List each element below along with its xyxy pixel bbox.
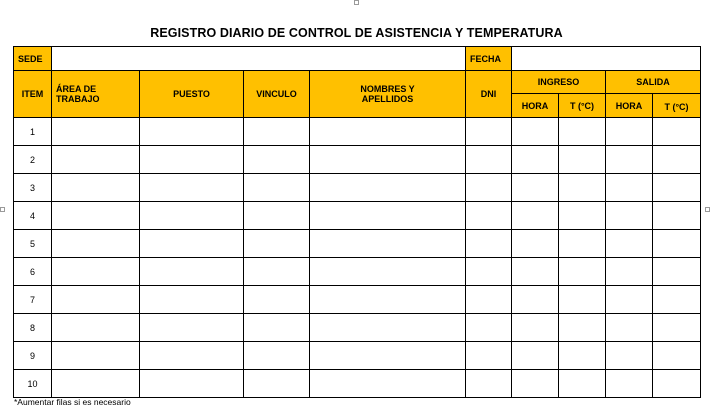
vinculo-header: VINCULO — [244, 71, 310, 118]
row-number: 2 — [14, 146, 52, 174]
salida-temp-cell[interactable] — [653, 314, 701, 342]
ingreso-temp-cell[interactable] — [559, 230, 606, 258]
salida-temp-cell[interactable] — [653, 146, 701, 174]
salida-hora-cell[interactable] — [606, 286, 653, 314]
attendance-table — [13, 46, 701, 398]
ingreso-hora-cell[interactable] — [512, 286, 559, 314]
nombres-cell[interactable] — [310, 258, 466, 286]
resize-handle-left[interactable] — [0, 207, 5, 212]
sede-label: SEDE — [14, 47, 52, 71]
ingreso-hora-cell[interactable] — [512, 314, 559, 342]
nombres-cell[interactable] — [310, 174, 466, 202]
nombres-cell[interactable] — [310, 286, 466, 314]
salida-temp-cell[interactable] — [653, 174, 701, 202]
area-cell[interactable] — [52, 118, 140, 146]
document-title: REGISTRO DIARIO DE CONTROL DE ASISTENCIA Y TEMPERATURA — [150, 26, 563, 40]
ingreso-temp-cell[interactable] — [559, 174, 606, 202]
vinculo-cell[interactable] — [244, 146, 310, 174]
puesto-cell[interactable] — [140, 314, 244, 342]
table-row — [14, 370, 701, 398]
salida-hora-cell[interactable] — [606, 230, 653, 258]
puesto-cell[interactable] — [140, 370, 244, 398]
salida-temp-cell[interactable] — [653, 202, 701, 230]
salida-hora-header: HORA — [606, 94, 653, 118]
salida-hora-cell[interactable] — [606, 370, 653, 398]
salida-temp-cell[interactable] — [653, 118, 701, 146]
nombres-cell[interactable] — [310, 342, 466, 370]
puesto-header: PUESTO — [140, 71, 244, 118]
area-cell[interactable] — [52, 314, 140, 342]
ingreso-hora-cell[interactable] — [512, 118, 559, 146]
table-row — [14, 342, 701, 370]
ingreso-temp-cell[interactable] — [559, 146, 606, 174]
area-cell[interactable] — [52, 174, 140, 202]
vinculo-cell[interactable] — [244, 370, 310, 398]
salida-hora-cell[interactable] — [606, 146, 653, 174]
ingreso-hora-cell[interactable] — [512, 370, 559, 398]
vinculo-cell[interactable] — [244, 230, 310, 258]
footnote: *Aumentar filas si es necesario — [14, 397, 131, 407]
area-cell[interactable] — [52, 230, 140, 258]
salida-temp-cell[interactable] — [653, 286, 701, 314]
dni-cell[interactable] — [466, 370, 512, 398]
table-row — [14, 314, 701, 342]
row-number: 1 — [14, 118, 52, 146]
dni-cell[interactable] — [466, 230, 512, 258]
dni-cell[interactable] — [466, 314, 512, 342]
area-cell[interactable] — [52, 342, 140, 370]
puesto-cell[interactable] — [140, 174, 244, 202]
area-header: ÁREA DE TRABAJO — [52, 71, 140, 118]
ingreso-temp-header: T (°C) — [559, 94, 606, 118]
row-number: 8 — [14, 314, 52, 342]
vinculo-cell[interactable] — [244, 314, 310, 342]
table-row — [14, 118, 701, 146]
puesto-cell[interactable] — [140, 286, 244, 314]
row-number: 3 — [14, 174, 52, 202]
ingreso-temp-cell[interactable] — [559, 342, 606, 370]
dni-cell[interactable] — [466, 118, 512, 146]
ingreso-temp-cell[interactable] — [559, 258, 606, 286]
area-cell[interactable] — [52, 286, 140, 314]
salida-hora-cell[interactable] — [606, 342, 653, 370]
ingreso-temp-cell[interactable] — [559, 370, 606, 398]
row-number: 10 — [14, 370, 52, 398]
ingreso-hora-cell[interactable] — [512, 342, 559, 370]
salida-temp-cell[interactable] — [653, 258, 701, 286]
salida-header: SALIDA — [606, 71, 701, 94]
table-row — [14, 202, 701, 230]
area-cell[interactable] — [52, 370, 140, 398]
vinculo-cell[interactable] — [244, 286, 310, 314]
row-number: 5 — [14, 230, 52, 258]
row-number: 7 — [14, 286, 52, 314]
dni-cell[interactable] — [466, 174, 512, 202]
salida-hora-cell[interactable] — [606, 314, 653, 342]
salida-temp-cell[interactable] — [653, 230, 701, 258]
row-number: 6 — [14, 258, 52, 286]
puesto-cell[interactable] — [140, 118, 244, 146]
table-row — [14, 286, 701, 314]
sede-field[interactable] — [52, 47, 466, 71]
puesto-cell[interactable] — [140, 202, 244, 230]
area-cell[interactable] — [52, 258, 140, 286]
area-cell[interactable] — [52, 146, 140, 174]
vinculo-cell[interactable] — [244, 118, 310, 146]
ingreso-temp-cell[interactable] — [559, 202, 606, 230]
salida-temp-header: T (°C) — [653, 94, 701, 118]
dni-cell[interactable] — [466, 342, 512, 370]
fecha-label: FECHA — [466, 47, 512, 71]
resize-handle-right[interactable] — [705, 207, 710, 212]
item-header: ITEM — [14, 71, 52, 118]
puesto-cell[interactable] — [140, 342, 244, 370]
fecha-field[interactable] — [512, 47, 701, 71]
vinculo-cell[interactable] — [244, 202, 310, 230]
dni-cell[interactable] — [466, 286, 512, 314]
ingreso-hora-header: HORA — [512, 94, 559, 118]
nombres-cell[interactable] — [310, 146, 466, 174]
nombres-cell[interactable] — [310, 202, 466, 230]
salida-hora-cell[interactable] — [606, 118, 653, 146]
table-row — [14, 258, 701, 286]
ingreso-header: INGRESO — [512, 71, 606, 94]
ingreso-temp-cell[interactable] — [559, 286, 606, 314]
area-cell[interactable] — [52, 202, 140, 230]
table-row — [14, 146, 701, 174]
nombres-cell[interactable] — [310, 118, 466, 146]
salida-hora-cell[interactable] — [606, 202, 653, 230]
table-row — [14, 174, 701, 202]
ingreso-hora-cell[interactable] — [512, 146, 559, 174]
dni-cell[interactable] — [466, 202, 512, 230]
nombres-cell[interactable] — [310, 314, 466, 342]
puesto-cell[interactable] — [140, 230, 244, 258]
ingreso-temp-cell[interactable] — [559, 118, 606, 146]
ingreso-hora-cell[interactable] — [512, 174, 559, 202]
row-number: 4 — [14, 202, 52, 230]
dni-cell[interactable] — [466, 258, 512, 286]
vinculo-cell[interactable] — [244, 258, 310, 286]
row-number: 9 — [14, 342, 52, 370]
ingreso-hora-cell[interactable] — [512, 230, 559, 258]
salida-temp-cell[interactable] — [653, 342, 701, 370]
nombres-cell[interactable] — [310, 230, 466, 258]
ingreso-temp-cell[interactable] — [559, 314, 606, 342]
vinculo-cell[interactable] — [244, 174, 310, 202]
dni-cell[interactable] — [466, 146, 512, 174]
salida-hora-cell[interactable] — [606, 258, 653, 286]
salida-temp-cell[interactable] — [653, 370, 701, 398]
salida-hora-cell[interactable] — [606, 174, 653, 202]
puesto-cell[interactable] — [140, 258, 244, 286]
ingreso-hora-cell[interactable] — [512, 258, 559, 286]
puesto-cell[interactable] — [140, 146, 244, 174]
nombres-header: NOMBRES Y APELLIDOS — [310, 71, 466, 118]
ingreso-hora-cell[interactable] — [512, 202, 559, 230]
vinculo-cell[interactable] — [244, 342, 310, 370]
dni-header: DNI — [466, 71, 512, 118]
resize-handle-top[interactable] — [354, 0, 359, 5]
nombres-cell[interactable] — [310, 370, 466, 398]
table-row — [14, 230, 701, 258]
